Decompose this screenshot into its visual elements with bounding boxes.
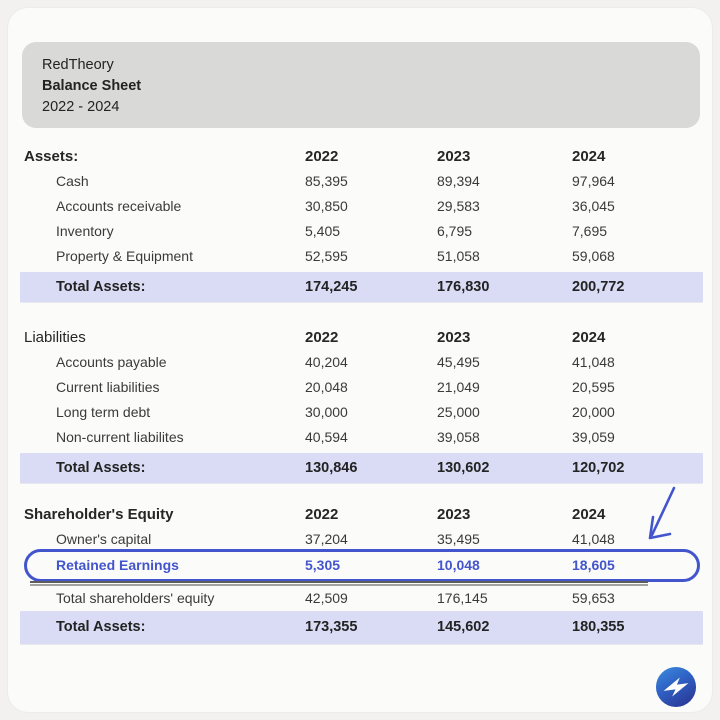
cell-value: 176,830 xyxy=(437,279,490,295)
cell-value: 20,000 xyxy=(572,404,615,420)
cell-value: 145,602 xyxy=(437,619,490,635)
cell-value: 130,846 xyxy=(305,460,358,476)
total-row xyxy=(24,275,700,299)
section-label: Liabilities xyxy=(24,328,86,346)
table-row-accounts-payable xyxy=(24,350,700,374)
cell-value: 41,048 xyxy=(572,531,615,547)
total-assets-band-2 xyxy=(20,453,703,483)
cell-value: 40,204 xyxy=(305,354,348,370)
cell-value: 52,595 xyxy=(305,248,348,264)
table-row-cash xyxy=(24,169,700,193)
row-label: Property & Equipment xyxy=(56,248,193,264)
cell-value: 180,355 xyxy=(572,619,625,635)
document-header xyxy=(22,42,700,128)
row-label: Non-current liabilites xyxy=(56,429,184,445)
cell-value: 42,509 xyxy=(305,590,348,606)
total-assets-band-1 xyxy=(20,272,703,302)
table-row-current-liabilities xyxy=(24,375,700,399)
cell-value: 5,305 xyxy=(305,557,341,573)
row-label: Owner's capital xyxy=(56,531,152,547)
cell-value: 85,395 xyxy=(305,173,348,189)
section-header-equity xyxy=(24,502,700,526)
total-label: Total Assets: xyxy=(56,279,146,295)
cell-value: 29,583 xyxy=(437,198,480,214)
document-title: Balance Sheet xyxy=(42,78,142,94)
section-label: Shareholder's Equity xyxy=(24,505,174,523)
cell-value: 59,653 xyxy=(572,590,615,606)
column-header-2024: 2024 xyxy=(572,328,606,346)
cell-value: 120,702 xyxy=(572,460,625,476)
cell-value: 39,058 xyxy=(437,429,480,445)
column-header-2022: 2022 xyxy=(305,147,339,165)
row-label: Inventory xyxy=(56,223,114,239)
cell-value: 30,850 xyxy=(305,198,348,214)
table-row-long-term-debt xyxy=(24,400,700,424)
row-label: Long term debt xyxy=(56,404,151,420)
table-row-total-shareholders-equity xyxy=(24,586,700,610)
cell-value: 39,059 xyxy=(572,429,615,445)
total-row xyxy=(24,615,700,639)
cell-value: 130,602 xyxy=(437,460,490,476)
row-label: Cash xyxy=(56,173,89,189)
cell-value: 7,695 xyxy=(572,223,608,239)
cell-value: 51,058 xyxy=(437,248,480,264)
column-header-2022: 2022 xyxy=(305,328,339,346)
cell-value: 18,605 xyxy=(572,557,615,573)
cell-value: 25,000 xyxy=(437,404,480,420)
column-header-2023: 2023 xyxy=(437,328,471,346)
total-row xyxy=(24,456,700,480)
table-row-accounts-receivable xyxy=(24,194,700,218)
cell-value: 35,495 xyxy=(437,531,480,547)
section-label: Assets: xyxy=(24,147,79,165)
cell-value: 40,594 xyxy=(305,429,348,445)
cell-value: 20,595 xyxy=(572,379,615,395)
column-header-2023: 2023 xyxy=(437,147,471,165)
cell-value: 89,394 xyxy=(437,173,480,189)
bolt-logo-icon xyxy=(655,666,697,708)
total-label: Total Assets: xyxy=(56,460,146,476)
cell-value: 37,204 xyxy=(305,531,348,547)
cell-value: 30,000 xyxy=(305,404,348,420)
section-header-assets xyxy=(24,144,700,168)
cell-value: 97,964 xyxy=(572,173,615,189)
row-label: Current liabilities xyxy=(56,379,160,395)
table-row-owners-capital xyxy=(24,527,700,551)
column-header-2023: 2023 xyxy=(437,505,471,523)
cell-value: 5,405 xyxy=(305,223,341,239)
cell-value: 176,145 xyxy=(437,590,488,606)
table-row-property-equipment xyxy=(24,244,700,268)
total-assets-band-3 xyxy=(20,611,703,644)
cell-value: 173,355 xyxy=(305,619,358,635)
row-label: Accounts receivable xyxy=(56,198,182,214)
table-row-non-current-liabilities xyxy=(24,425,700,449)
cell-value: 59,068 xyxy=(572,248,615,264)
section-header-liabilities xyxy=(24,325,700,349)
cell-value: 6,795 xyxy=(437,223,473,239)
row-label: Total shareholders' equity xyxy=(56,590,215,606)
column-header-2024: 2024 xyxy=(572,147,606,165)
table-row-inventory xyxy=(24,219,700,243)
cell-value: 10,048 xyxy=(437,557,480,573)
cell-value: 174,245 xyxy=(305,279,358,295)
cell-value: 41,048 xyxy=(572,354,615,370)
cell-value: 21,049 xyxy=(437,379,480,395)
cell-value: 200,772 xyxy=(572,279,625,295)
row-label: Accounts payable xyxy=(56,354,167,370)
row-label: Retained Earnings xyxy=(56,557,179,573)
column-header-2022: 2022 xyxy=(305,505,339,523)
cell-value: 36,045 xyxy=(572,198,615,214)
total-label: Total Assets: xyxy=(56,619,146,635)
cell-value: 45,495 xyxy=(437,354,480,370)
cell-value: 20,048 xyxy=(305,379,348,395)
company-name: RedTheory xyxy=(42,57,114,73)
period-range: 2022 - 2024 xyxy=(42,99,120,115)
column-header-2024: 2024 xyxy=(572,505,606,523)
table-row-retained-earnings xyxy=(24,553,700,577)
balance-sheet-card xyxy=(8,8,712,712)
